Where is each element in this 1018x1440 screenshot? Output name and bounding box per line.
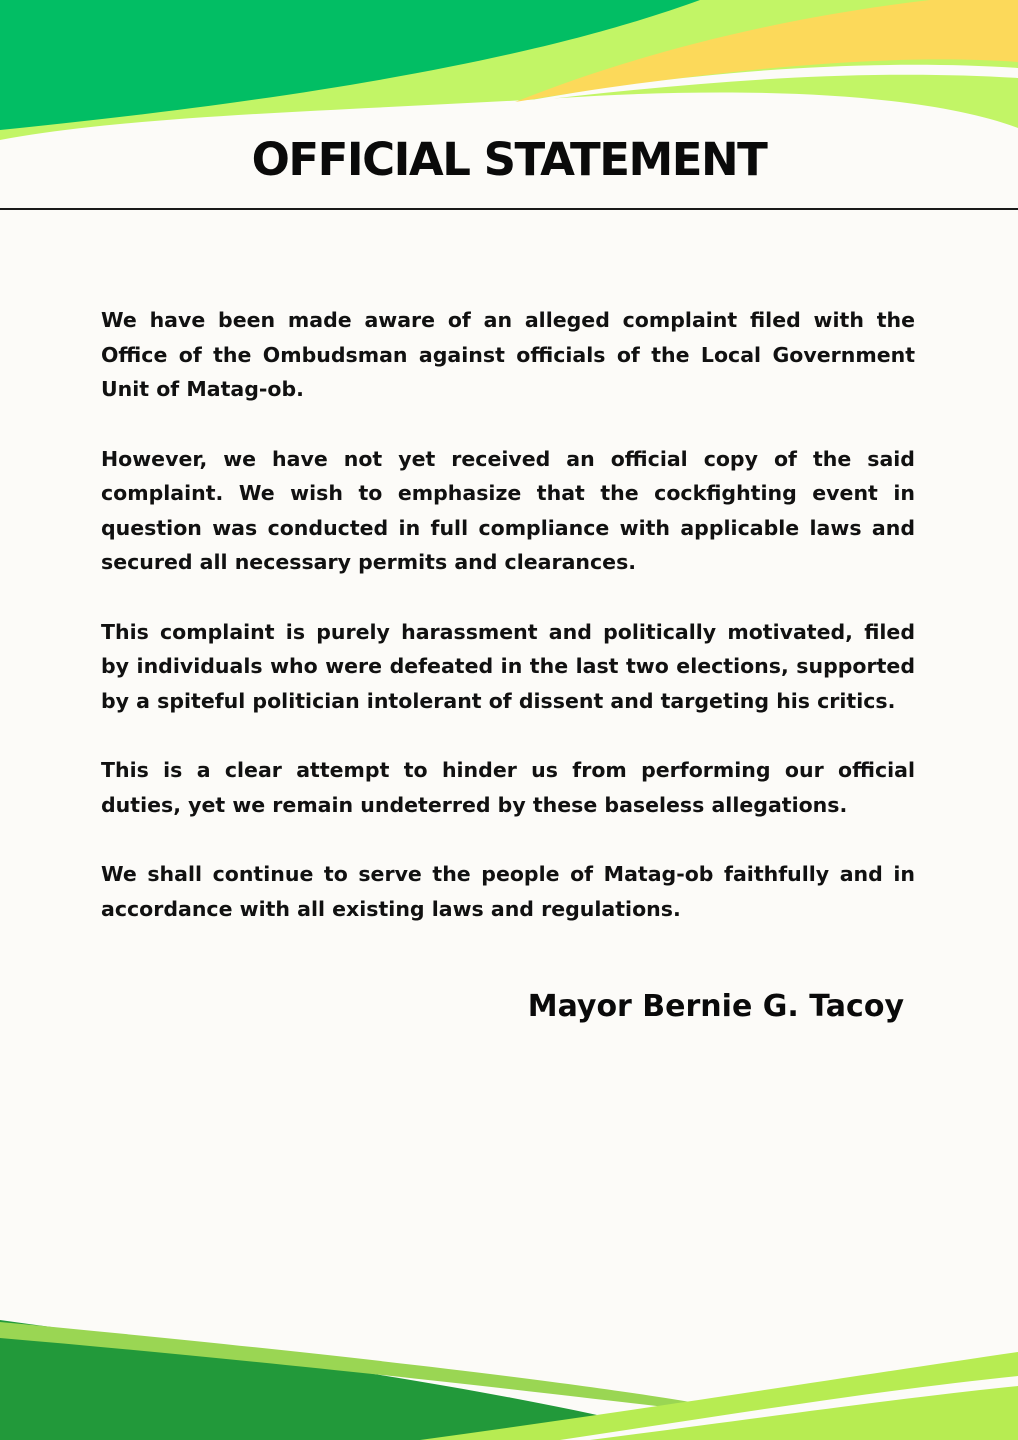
bottom-wave-decoration — [0, 1320, 1018, 1440]
statement-paragraph: We shall continue to serve the people of Matag-ob faithfully and in accordance with all existing laws and regulations. — [101, 862, 915, 921]
statement-paragraph: This complaint is purely harassment and politically motivated, filed by individuals who were defeated in the last two elections, supported by a spiteful politician intolerant of dissent and targeting his critics. — [101, 619, 915, 713]
statement-paragraph: This is a clear attempt to hinder us from performing our official duties, yet we remain undeterred by these baseless allegations. — [101, 758, 915, 817]
top-wave-decoration — [0, 0, 1018, 140]
title-divider — [0, 208, 1018, 210]
statement-body — [101, 303, 915, 961]
page-title: OFFICIAL STATEMENT — [251, 133, 767, 186]
statement-paragraph: However, we have not yet received an official copy of the said complaint. We wish to emphasize that the cockfighting event in question was conducted in full compliance with applicable laws and secured all necessary permits and clearances. — [101, 446, 915, 574]
statement-paragraph: We have been made aware of an alleged complaint filed with the Office of the Ombudsman against officials of the Local Government Unit of Matag-ob. — [101, 308, 915, 401]
signature-name: Mayor Bernie G. Tacoy — [527, 989, 904, 1024]
